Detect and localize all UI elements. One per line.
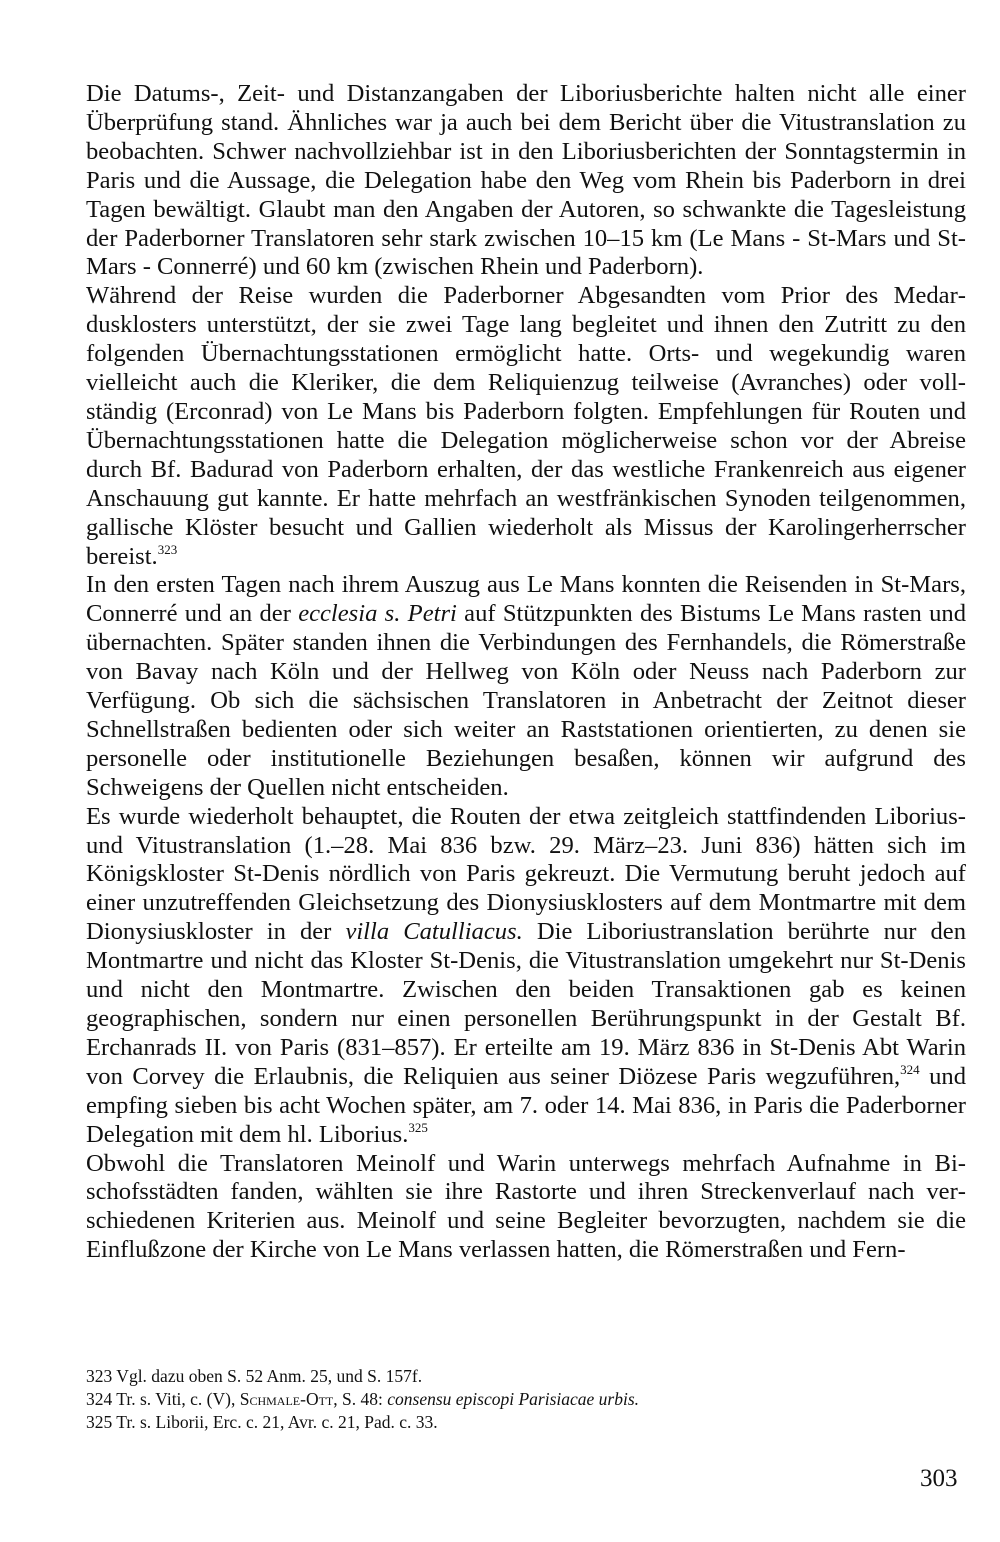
text-run: Obwohl die Translatoren Meinolf und Warin unterwegs mehrfach Aufnahme in Bischofsstädten fanden, wählten sie ihre Rastorte und ihren Streckenverlauf nach verschiedenen Kriterien aus. Meinolf und seine Begleiter bevorzugten, nachdem sie die Einflußzone der Kirche von Le Mans verlassen hatten, die Römerstraßen und Fern- [86,1149,966,1264]
page-number: 303 [920,1465,958,1492]
text-run: Während der Reise wurden die Paderborner Abgesandten vom Prior des Medardusklosters unterstützt, der sie zwei Tage lang begleitet und ihnen den Zutritt zu den folgenden Übernachtungsstationen ermöglicht hatte. Orts- und wegekundig waren vielleicht auch die Kleriker, die dem Reliquienzug teilweise (Avranches) oder vollständig (Erconrad) von Le Mans bis Paderborn folgten. Empfehlungen für Routen und Übernachtungsstationen hatte die Delegation möglicherweise schon vor der Abreise durch Bf. Badurad von Paderborn erhalten, der das westliche Frankenreich aus eigener Anschauung gut kannte. Er hatte mehrfach an westfränkischen Synoden teilgenommen, gallische Klöster besucht und Gallien wiederholt als Missus der Karolingerherrscher bereist. [86,282,966,570]
footnote-reference: 323 [157,541,178,557]
footnote [86,1411,966,1434]
italic-text-run: villa Catulliacus. [345,918,523,946]
text-run: , S. 48: [333,1389,388,1409]
paragraph [86,1150,966,1266]
text-run: auf Stützpunkten des Bistums Le Mans rasten und übernachten. Später standen ihnen die Verbindungen des Fernhandels, die Römerstraße von Bavay nach Köln und der Hellweg von Köln oder Neuss nach Paderborn zur Verfügung. Ob sich die sächsischen Translatoren in Anbetracht der Zeitnot dieser Schnellstraßen bedienten oder sich weiter an Raststationen orientierten, zu denen sie personelle oder institutionelle Beziehungen besaßen, können wir aufgrund des Schweigens der Quellen nicht entscheiden. [86,600,967,801]
footnote [86,1388,966,1411]
paragraph [86,80,966,282]
paragraph [86,282,966,571]
text-run: In den ersten Tagen nach ihrem Auszug aus Le Mans konnten die Reisenden in St-Mars, Connerré und an der [86,571,966,628]
footnotes [86,1365,966,1434]
text-run: 324 Tr. s. Viti, c. (V), [86,1389,240,1409]
body-text [86,80,966,1265]
paragraph [86,803,966,1150]
text-run: Die Liboriustranslation berührte nur den Montmartre und nicht das Kloster St-Denis, die Vitustranslation umgekehrt nur St-Denis und nicht den Montmartre. Zwischen den beiden Transaktionen gab es keinen geographischen, sondern nur einen personellen Berührungspunkt in der Gestalt Bf. Erchanrads II. von Paris (831–857). Er erteilte am 19. März 836 in St-Denis Abt Warin von Corvey die Erlaubnis, die Reliquien aus seiner Diözese Paris wegzuführen, [86,918,967,1090]
text-run: 325 Tr. s. Liborii, Erc. c. 21, Avr. c. 21, Pad. c. 33. [86,1412,438,1432]
footnote-reference: 325 [408,1119,428,1135]
footnote-reference: 324 [900,1061,920,1077]
footnote [86,1365,966,1388]
italic-quotation: consensu episcopi Parisiacae urbis. [387,1389,640,1409]
text-run: Es wurde wiederholt behauptet, die Routen der etwa zeitgleich stattfindenden Liborius- und Vitustranslation (1.–28. Mai 836 bzw. 29. März–23. Juni 836) hätten sich im Königskloster St-Denis nördlich von Paris gekreuzt. Die Vermutung beruht jedoch auf einer unzutreffenden Gleichsetzung des Dionysiusklosters auf dem Montmartre mit dem Dionysiuskloster in der [86,802,966,946]
text-run: und empfing sieben bis acht Wochen später, am 7. oder 14. Mai 836, in Paris die Paderborner Delegation mit dem hl. Liborius. [86,1062,966,1148]
small-caps-author: Schmale-Ott [239,1389,334,1409]
text-run: 323 Vgl. dazu oben S. 52 Anm. 25, und S. 157f. [86,1366,423,1386]
paragraph [86,571,966,802]
italic-text-run: ecclesia s. Petri [298,600,457,628]
text-run: Die Datums-, Zeit- und Distanzangaben der Liboriusberichte halten nicht alle einer Überprüfung stand. Ähnliches war ja auch bei dem Bericht über die Vitustranslation zu beobachten. Schwer nachvollziehbar ist in den Liboriusberichten der Sonntagstermin in Paris und die Aussage, die Delegation habe den Weg vom Rhein bis Paderborn in drei Tagen bewältigt. Glaubt man den Angaben der Autoren, so schwankte die Tagesleistung der Paderborner Translatoren sehr stark zwischen 10–15 km (Le Mans - St-Mars und St-Mars - Connerré) und 60 km (zwischen Rhein und Paderborn). [86,80,966,281]
